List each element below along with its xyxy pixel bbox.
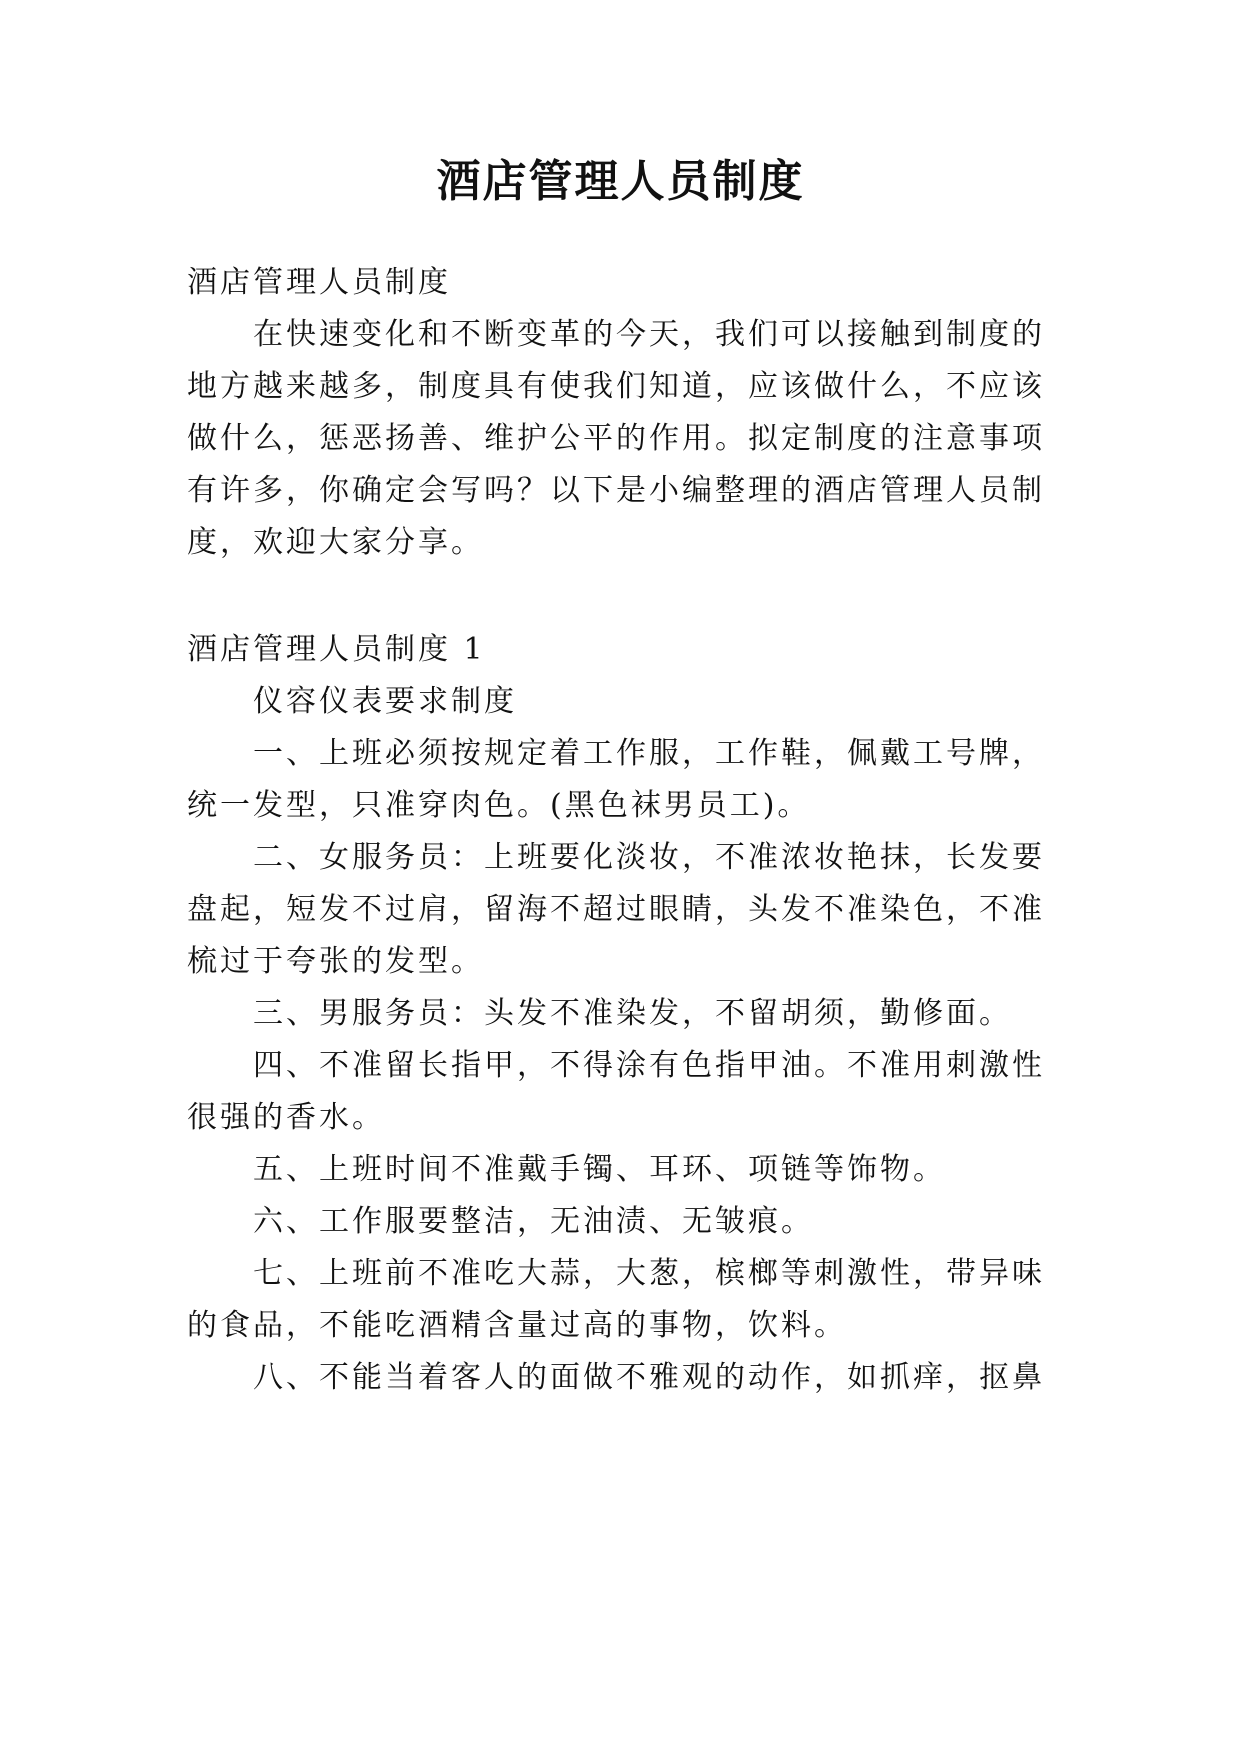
rule-2-line-3: 梳过于夸张的发型。	[187, 944, 484, 979]
intro-line-4: 有许多，你确定会写吗？以下是小编整理的酒店管理人员制	[187, 473, 1045, 508]
section-subheading: 仪容仪表要求制度	[253, 684, 517, 719]
rule-7-line-2: 的食品，不能吃酒精含量过高的事物，饮料。	[187, 1308, 847, 1343]
intro-line-5: 度，欢迎大家分享。	[187, 525, 484, 560]
intro-line-3: 做什么，惩恶扬善、维护公平的作用。拟定制度的注意事项	[187, 421, 1045, 456]
document-subtitle: 酒店管理人员制度	[187, 265, 451, 300]
intro-line-2: 地方越来越多，制度具有使我们知道，应该做什么，不应该	[187, 369, 1045, 404]
rule-2-line-2: 盘起，短发不过肩，留海不超过眼睛，头发不准染色，不准	[187, 892, 1045, 927]
rule-8-line-1: 八、不能当着客人的面做不雅观的动作，如抓痒，抠鼻	[253, 1360, 1045, 1395]
document-title: 酒店管理人员制度	[436, 156, 805, 207]
section-heading: 酒店管理人员制度 1	[187, 632, 486, 667]
rule-1-line-1: 一、上班必须按规定着工作服，工作鞋，佩戴工号牌，	[253, 736, 1045, 771]
rule-6-line-1: 六、工作服要整洁，无油渍、无皱痕。	[253, 1204, 814, 1239]
rule-4-line-1: 四、不准留长指甲，不得涂有色指甲油。不准用刺激性	[253, 1048, 1045, 1083]
rule-3-line-1: 三、男服务员：头发不准染发，不留胡须，勤修面。	[253, 996, 1012, 1031]
rule-4-line-2: 很强的香水。	[187, 1100, 385, 1135]
rule-1-line-2: 统一发型，只准穿肉色。(黑色袜男员工)。	[187, 788, 811, 823]
rule-2-line-1: 二、女服务员：上班要化淡妆，不准浓妆艳抹，长发要	[253, 840, 1045, 875]
intro-line-1: 在快速变化和不断变革的今天，我们可以接触到制度的	[253, 317, 1045, 352]
rule-5-line-1: 五、上班时间不准戴手镯、耳环、项链等饰物。	[253, 1152, 946, 1187]
rule-7-line-1: 七、上班前不准吃大蒜，大葱，槟榔等刺激性，带异味	[253, 1256, 1045, 1291]
